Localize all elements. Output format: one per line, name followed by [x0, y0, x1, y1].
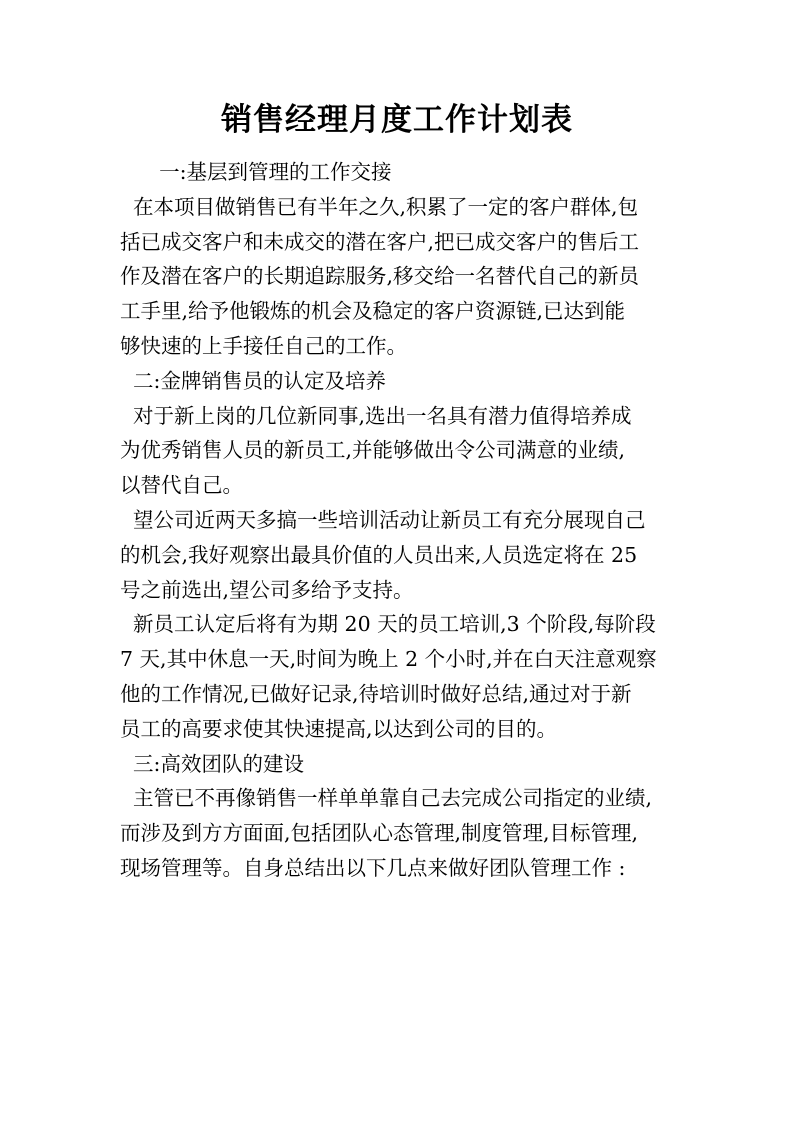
paragraph-line: 号之前选出,望公司多给予支持。	[120, 577, 414, 602]
paragraph-line: 对于新上岗的几位新同事,选出一名具有潜力值得培养成	[120, 403, 632, 428]
section-heading-2: 二:金牌销售员的认定及培养	[120, 368, 386, 393]
paragraph-line: 够快速的上手接任自己的工作。	[120, 333, 407, 358]
paragraph-line: 7 天,其中休息一天,时间为晚上 2 个小时,并在白天注意观察	[120, 647, 657, 672]
paragraph-line: 以替代自己。	[120, 473, 243, 498]
section-heading-3: 三:高效团队的建设	[120, 751, 304, 776]
paragraph-line: 为优秀销售人员的新员工,并能够做出令公司满意的业绩,	[120, 438, 626, 463]
paragraph-line: 作及潜在客户的长期追踪服务,移交给一名替代自己的新员	[120, 264, 640, 289]
paragraph-line: 主管已不再像销售一样单单靠自己去完成公司指定的业绩,	[120, 786, 653, 811]
paragraph-line: 望公司近两天多搞一些培训活动让新员工有充分展现自己	[120, 507, 646, 532]
paragraph-line: 的机会,我好观察出最具价值的人员出来,人员选定将在 25	[120, 542, 638, 567]
paragraph-line: 现场管理等。自身总结出以下几点来做好团队管理工作 :	[120, 855, 626, 880]
paragraph-line: 员工的高要求使其快速提高,以达到公司的目的。	[120, 716, 558, 741]
paragraph-line: 新员工认定后将有为期 20 天的员工培训,3 个阶段,每阶段	[120, 612, 656, 637]
paragraph-line: 而涉及到方方面面,包括团队心态管理,制度管理,目标管理,	[120, 821, 639, 846]
paragraph-line: 括已成交客户和未成交的潜在客户,把已成交客户的售后工	[120, 229, 640, 254]
document-body	[120, 155, 680, 886]
paragraph-line: 他的工作情况,已做好记录,待培训时做好总结,通过对于新	[120, 681, 632, 706]
section-heading-1: 一:基层到管理的工作交接	[120, 160, 392, 184]
document-title: 销售经理月度工作计划表	[221, 102, 573, 138]
paragraph-line: 工手里,给予他锻炼的机会及稳定的客户资源链,已达到能	[120, 299, 626, 324]
paragraph-line: 在本项目做销售已有半年之久,积累了一定的客户群体,包	[120, 194, 639, 219]
